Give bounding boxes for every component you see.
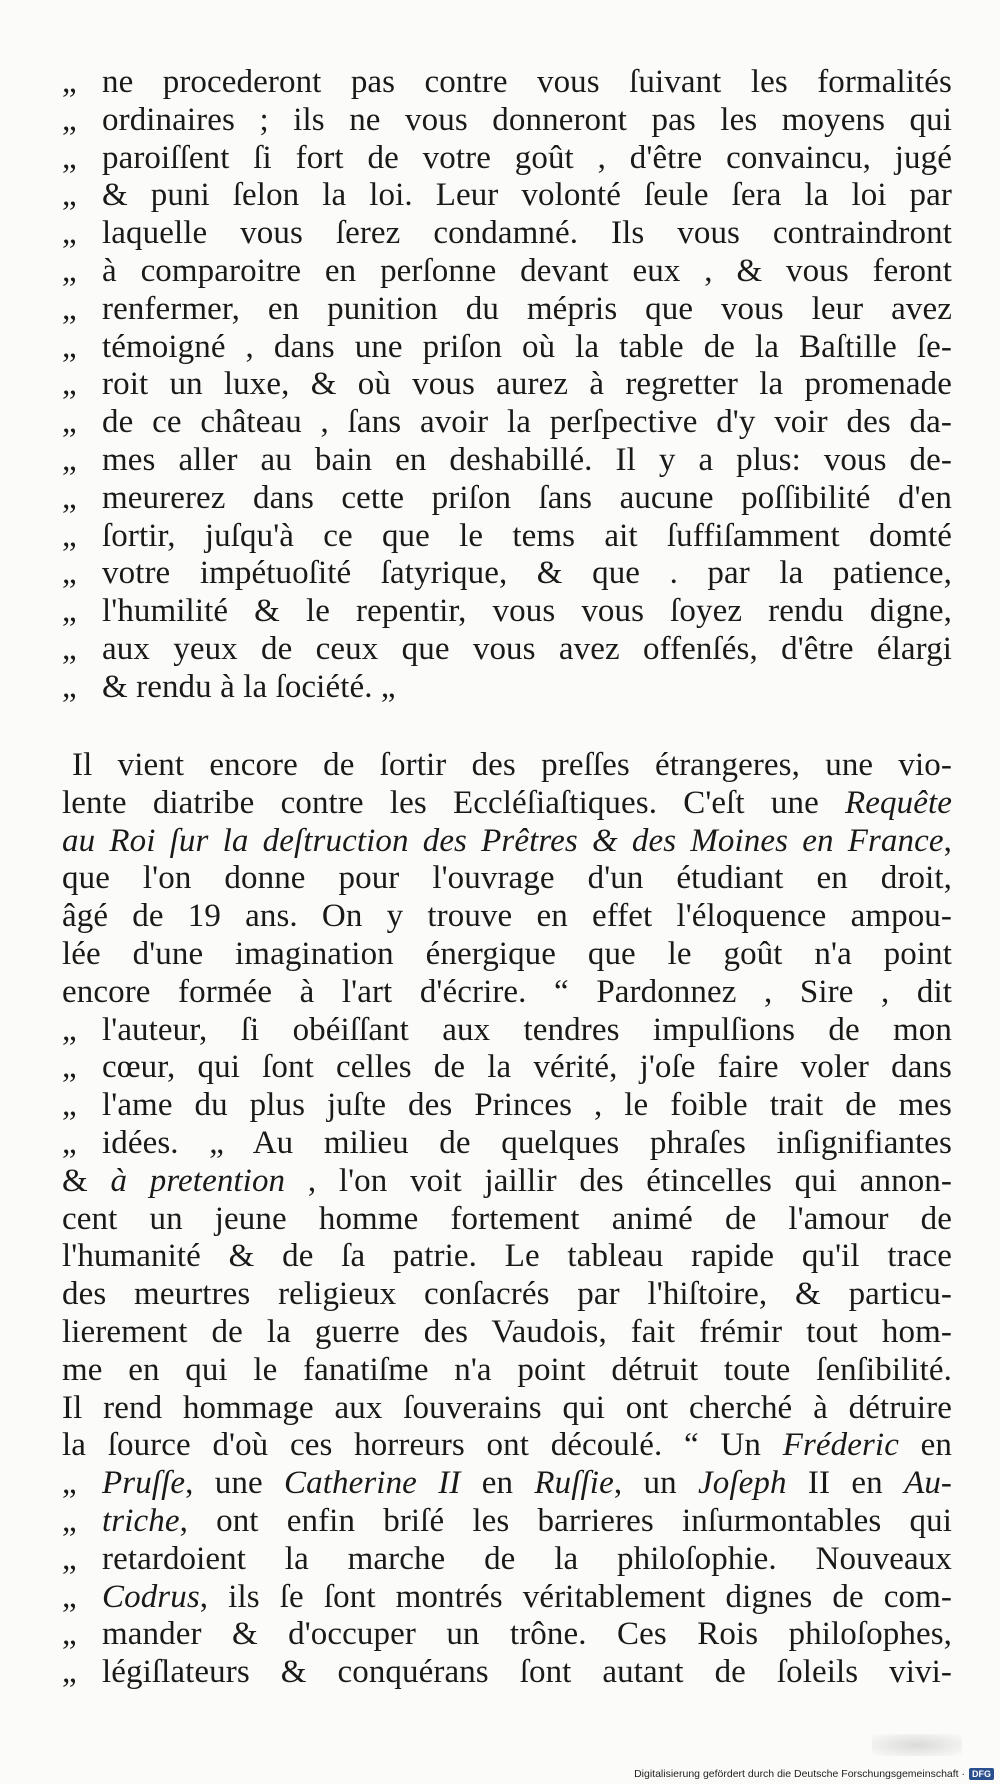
text-line [62, 366, 952, 404]
line-text: meurerez dans cette priſon ſans aucune poſſibilité d'en [102, 479, 952, 516]
text-line [62, 785, 952, 823]
italic-name: Joſeph [698, 1465, 787, 1502]
line-text: lée d'une imagination énergique que le goût n'a point [62, 935, 952, 972]
text-line [62, 1541, 952, 1579]
italic-name: Fréderic [782, 1427, 899, 1464]
text-line [62, 1049, 952, 1087]
quote-mark: „ [62, 1465, 77, 1502]
text-line [62, 898, 952, 936]
line-text: que l'on donne pour l'ouvrage d'un étudiant en droit, [62, 860, 952, 897]
quote-mark: „ [62, 1049, 77, 1086]
text-line [62, 102, 952, 140]
text-line [62, 1201, 952, 1239]
line-text: renfermer, en punition du mépris que vous leur avez [102, 290, 952, 327]
text-line [62, 593, 952, 631]
line-text: témoigné , dans une priſon où la table de la Baſtille ſe- [102, 328, 952, 365]
quote-mark: „ [62, 101, 77, 138]
italic-phrase: à pretention [110, 1162, 286, 1199]
text-line [62, 1654, 952, 1692]
quote-mark: „ [62, 479, 77, 516]
line-text: de ce château , ſans avoir la perſpective d'y voir des da- [102, 404, 952, 441]
line-text: en [898, 1427, 952, 1464]
text-line [62, 669, 952, 707]
text-line [62, 974, 952, 1012]
line-text: l'ame du plus juſte des Princes , le foible trait de mes [102, 1087, 952, 1124]
text-line [62, 1390, 952, 1428]
text-line [62, 1465, 952, 1503]
quote-mark: „ [62, 517, 77, 554]
quote-mark: „ [62, 630, 77, 667]
digitization-footer [634, 1768, 994, 1780]
text-line [62, 823, 952, 861]
quote-mark: „ [62, 1616, 77, 1653]
line-text: mes aller au bain en deshabillé. Il y a plus: vous de- [102, 441, 952, 478]
line-text: légiſlateurs & conquérans ſont autant de ſoleils vivi- [102, 1654, 952, 1691]
text-line [62, 631, 952, 669]
line-text [102, 1579, 952, 1617]
text-line [62, 1314, 952, 1352]
quote-mark: „ [62, 1502, 77, 1539]
text-line [62, 329, 952, 367]
line-text: ſortir, juſqu'à ce que le tems ait ſuffiſamment domté [102, 517, 952, 554]
line-text: votre impétuoſité ſatyrique, & que . par la patience, [102, 555, 952, 592]
line-text: paroiſſent ſi fort de votre goût , d'être convaincu, jugé [102, 139, 952, 176]
text-line [62, 1352, 952, 1390]
line-text: , [943, 822, 952, 859]
italic-name: Ruſſie [534, 1465, 614, 1502]
line-text: & [62, 1162, 111, 1199]
text-line [62, 1087, 952, 1125]
text-line [62, 1616, 952, 1654]
line-text: roit un luxe, & où vous aurez à regretter la promenade [102, 366, 952, 403]
quote-mark: „ [62, 668, 77, 705]
italic-name: Codrus [102, 1578, 200, 1615]
quote-mark: „ [62, 593, 77, 630]
line-text: l'auteur, ſi obéiſſant aux tendres impulſions de mon [102, 1011, 952, 1048]
line-text [102, 1503, 952, 1541]
line-text: retardoient la marche de la philoſophie. Nouveaux [102, 1540, 952, 1577]
line-text: des meurtres religieux conſacrés par l'hiſtoire, & particu- [62, 1276, 952, 1313]
quote-mark: „ [62, 252, 77, 289]
text-line [62, 1276, 952, 1314]
quote-mark: „ [62, 215, 77, 252]
text-line [62, 253, 952, 291]
quoted-passage [62, 64, 952, 707]
line-text: encore formée à l'art d'écrire. “ Pardonnez , Sire , dit [62, 973, 952, 1010]
line-text: l'humanité & de ſa patrie. Le tableau rapide qu'il trace [62, 1238, 952, 1275]
line-text: & puni ſelon la loi. Leur volonté ſeule ſera la loi par [102, 177, 952, 214]
text-line [62, 860, 952, 898]
line-text: , ont enfin briſé les barrieres inſurmontables qui [179, 1502, 952, 1539]
text-line [62, 518, 952, 556]
text-line [62, 177, 952, 215]
text-line [62, 555, 952, 593]
dfg-logo: DFG [969, 1768, 994, 1780]
quote-mark: „ [62, 1578, 77, 1615]
italic-name: Au- [904, 1465, 953, 1502]
line-text: cent un jeune homme fortement animé de l'amour de [62, 1200, 952, 1237]
text-line [62, 291, 952, 329]
quote-mark: „ [62, 1011, 77, 1048]
text-line [62, 1427, 952, 1465]
text-line [62, 747, 952, 785]
line-text: en [460, 1465, 535, 1502]
quote-mark: „ [62, 177, 77, 214]
quote-mark: „ [62, 1540, 77, 1577]
quote-mark: „ [62, 290, 77, 327]
line-text: lierement de la guerre des Vaudois, fait frémir tout hom- [62, 1313, 952, 1350]
line-text: l'humilité & le repentir, vous vous ſoyez rendu digne, [102, 593, 952, 630]
quote-mark: „ [62, 366, 77, 403]
text-line [62, 1238, 952, 1276]
line-text: cœur, qui ſont celles de la vérité, j'oſe faire voler dans [102, 1049, 952, 1086]
italic-title: au Roi ſur la deſtruction des Prêtres & des Moines en France [62, 822, 944, 859]
text-line [62, 140, 952, 178]
page-smudge [872, 1734, 962, 1756]
quote-mark: „ [62, 139, 77, 176]
italic-title: Requête [845, 784, 952, 821]
text-line [62, 1125, 952, 1163]
quote-mark: „ [62, 1654, 77, 1691]
text-line [62, 442, 952, 480]
line-text: , une [185, 1465, 285, 1502]
italic-name: triche [102, 1502, 180, 1539]
line-text: , un [613, 1465, 699, 1502]
quote-mark: „ [62, 328, 77, 365]
line-text: la ſource d'où ces horreurs ont découlé. “ Un [62, 1427, 783, 1464]
quote-mark: „ [62, 1124, 77, 1161]
line-text: & rendu à la ſociété. „ [102, 668, 396, 705]
line-text: , l'on voit jaillir des étincelles qui annon- [285, 1162, 952, 1199]
text-line [62, 1012, 952, 1050]
line-text: ordinaires ; ils ne vous donneront pas les moyens qui [102, 101, 952, 138]
text-line [62, 480, 952, 518]
line-text: , ils ſe ſont montrés véritablement dignes de com- [199, 1578, 952, 1615]
text-line [62, 215, 952, 253]
line-text: âgé de 19 ans. On y trouve en effet l'éloquence ampou- [62, 898, 952, 935]
quote-mark: „ [62, 64, 77, 100]
footer-text: Digitalisierung gefördert durch die Deutsche Forschungsgemeinschaft · [634, 1768, 965, 1780]
line-text: laquelle vous ſerez condamné. Ils vous contraindront [102, 215, 952, 252]
quote-mark: „ [62, 555, 77, 592]
text-line [62, 1503, 952, 1541]
quote-mark: „ [62, 441, 77, 478]
text-line [62, 936, 952, 974]
line-text: ne procederont pas contre vous ſuivant les formalités [102, 64, 952, 100]
line-text: lente diatribe contre les Eccléſiaſtiques. C'eſt une [62, 784, 846, 821]
line-text [102, 1465, 952, 1503]
text-line [62, 1579, 952, 1617]
line-text: Il rend hommage aux ſouverains qui ont cherché à détruire [62, 1389, 952, 1426]
line-text: idées. „ Au milieu de quelques phraſes inſignifiantes [102, 1124, 952, 1161]
italic-name: Catherine II [284, 1465, 461, 1502]
review-paragraph [62, 747, 952, 1692]
line-text: II en [786, 1465, 905, 1502]
quote-mark: „ [62, 1087, 77, 1124]
text-line [62, 404, 952, 442]
line-text: me en qui le fanatiſme n'a point détruit toute ſenſibilité. [62, 1351, 952, 1388]
line-text: aux yeux de ceux que vous avez offenſés, d'être élargi [102, 630, 952, 667]
line-text: Il vient encore de ſortir des preſſes étrangeres, une vio- [72, 747, 952, 783]
text-line [62, 64, 952, 102]
line-text: à comparoitre en perſonne devant eux , & vous feront [102, 252, 952, 289]
quote-mark: „ [62, 404, 77, 441]
italic-name: Pruſſe [102, 1465, 186, 1502]
text-line [62, 1163, 952, 1201]
line-text: mander & d'occuper un trône. Ces Rois philoſophes, [102, 1616, 952, 1653]
